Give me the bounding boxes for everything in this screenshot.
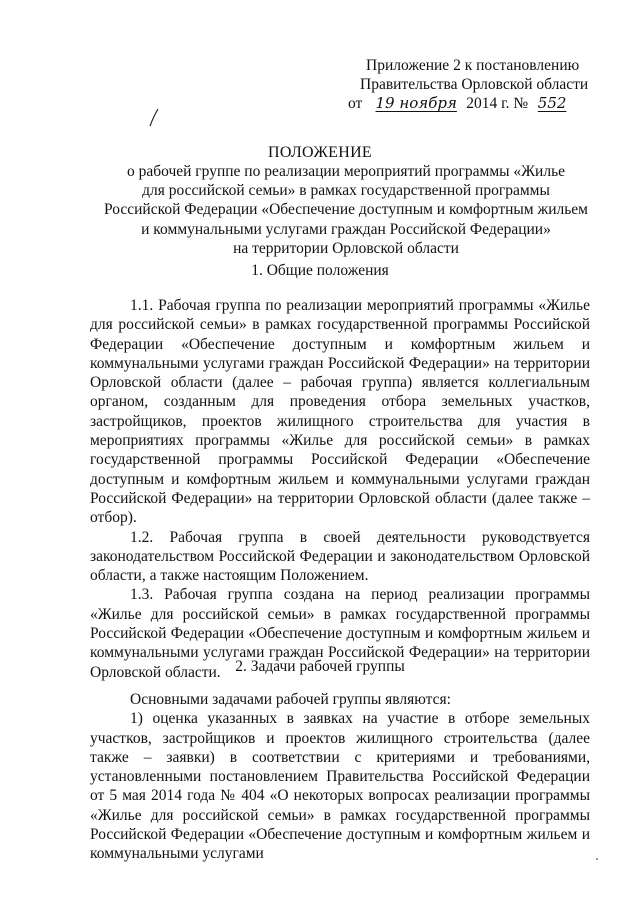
section-1-heading: 1. Общие положения [251,262,389,279]
section-2-heading: 2. Задачи рабочей группы [235,658,405,675]
subtitle-line: Российской Федерации «Обеспечение доступным и комфортным жильем [103,201,588,219]
paragraph-1-1: 1.1. Рабочая группа по реализации мероприятий программы «Жилье для российской семьи» в рамках государственной программы Российской Федерации «Обеспечение доступным и комфортным жильем и коммунальными услугами граждан Российской Федерации» на территории Орловской области (далее – рабочая группа) является коллегиальным органом, созданным для проведения отбора земельных участков, застройщиков, проектов жилищного строительства для участия в мероприятиях программы «Жилье для российской семьи» в рамках государственной программы Российской Федерации «Обеспечение доступным и комфортным жильем и коммунальными услугами граждан Российской Федерации» на территории Орловской области (далее также – отбор). [90,297,590,527]
paragraph-1-3: 1.3. Рабочая группа создана на период реализации программы «Жилье для российской семьи» в рамках государственной программы Российской Федерации «Обеспечение доступным и комфортным жильем и коммунальными услугами граждан Российской Федерации» на территории Орловской области. [90,586,590,681]
handwritten-number: 552 [537,94,567,112]
subtitle-line: и коммунальными услугами граждан Российской Федерации» [141,220,551,238]
appendix-line-2: Правительства Орловской области [360,76,589,93]
year-text: 2014 г. № [466,95,529,112]
paragraph-1-2: 1.2. Рабочая группа в своей деятельности руководствуется законодательством Российской Федерации и законодательством Орловской области, а также настоящим Положением. [90,528,590,585]
paragraph-2-item-1: 1) оценка указанных в заявках на участие в отборе земельных участков, застройщиков и проектов жилищного строительства (далее также – заявки) в соответствии с критериями и требованиями, установленными постановлением Правительства Российской Федерации от 5 мая 2014 года № 404 «О некоторых вопросах реализации программы «Жилье для российской семьи» в рамках государственной программы Российской Федерации «Обеспечение доступным и комфортным жильем и коммунальными услугами [90,710,590,863]
subtitle-line: на территории Орловской области [233,239,459,257]
subtitle-line: о рабочей группе по реализации мероприятий программы «Жилье [126,163,566,180]
document-title: ПОЛОЖЕНИЕ [267,144,372,161]
appendix-line-1: Приложение 2 к постановлению [366,57,580,74]
pen-stroke-mark [148,108,160,128]
appendix-line-3 [348,94,598,113]
document-subtitle [96,162,596,258]
handwritten-date: 19 ноября [375,94,457,112]
subtitle-line: для российской семьи» в рамках государственной программы [142,182,550,200]
section-2-body [90,690,590,864]
from-prefix: от [348,95,363,112]
appendix-header [348,56,598,113]
paragraph-2-intro: Основными задачами рабочей группы являются: [130,691,451,708]
section-1-body [90,296,590,682]
scan-dot [596,858,598,860]
